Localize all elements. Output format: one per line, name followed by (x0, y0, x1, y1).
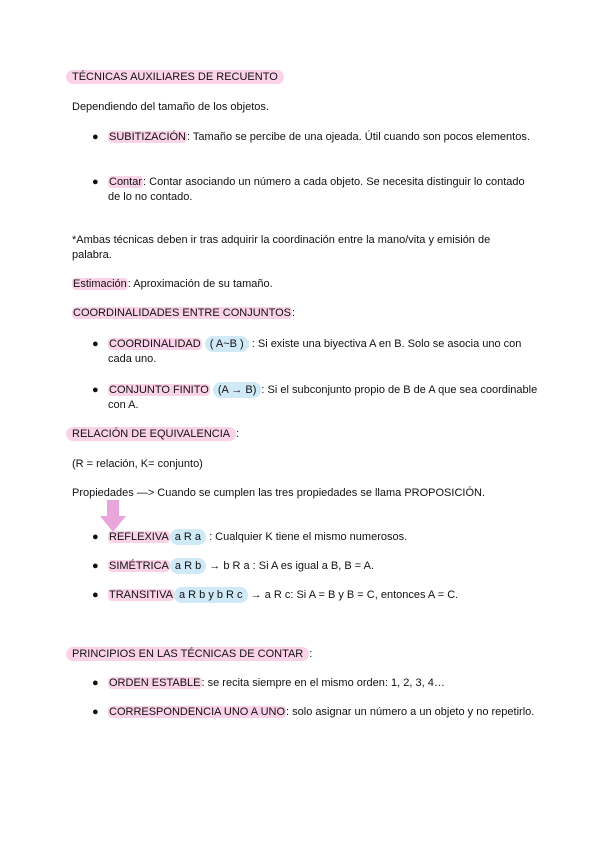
symbol-highlight: a R a (170, 529, 206, 545)
item-text: : Tamaño se percibe de una ojeada. Útil cuando son pocos elementos. (187, 131, 530, 143)
section-title-principios (72, 647, 312, 662)
list-item-simetrica (108, 559, 538, 574)
bullet-icon: ● (92, 677, 99, 689)
list-item-subitizacion (108, 130, 538, 145)
title-highlight: PRINCIPIOS EN LAS TÉCNICAS DE CONTAR (66, 647, 309, 661)
term-highlight: Estimación (73, 278, 127, 290)
bullet-icon: ● (92, 560, 99, 572)
bullet-icon: ● (92, 131, 99, 143)
term-highlight: ORDEN ESTABLE (109, 677, 201, 689)
bullet-icon: ● (92, 589, 99, 601)
properties-text: Propiedades —> Cuando se cumplen las tres propiedades se llama PROPOSICIÓN. (72, 487, 486, 499)
estimation-text: : Aproximación de su tamaño. (127, 278, 273, 290)
symbol-highlight: ( A~B ) (205, 336, 249, 352)
title-highlight: RELACIÓN DE EQUIVALENCIA (66, 427, 236, 441)
list-item-transitiva (108, 588, 538, 603)
section-title-equivalencia (72, 427, 239, 442)
bullet-icon: ● (92, 338, 99, 350)
list-item-correspondencia (108, 705, 538, 720)
term-highlight: SIMÉTRICA (109, 560, 169, 572)
term-highlight: COORDINALIDAD (109, 338, 201, 350)
title-suffix: : (292, 307, 296, 319)
item-text: : Si el subconjunto propio de B de A que sea coordinable con A. (108, 384, 538, 411)
symbol-highlight: a R b y b R c (174, 587, 248, 603)
list-item-conjunto-finito (108, 383, 538, 413)
note-text: *Ambas técnicas deben ir tras adquirir la coordinación entre la mano/vita y emisión de palabra. (72, 234, 491, 261)
estimation-line (72, 277, 273, 292)
title-suffix: : (236, 428, 240, 440)
term-highlight: Contar (109, 176, 143, 188)
term-highlight: CONJUNTO FINITO (109, 384, 209, 396)
bullet-icon: ● (92, 531, 99, 543)
intro-text: Dependiendo del tamaño de los objetos. (72, 101, 269, 113)
bullet-icon: ● (92, 706, 99, 718)
bullet-icon: ● (92, 384, 99, 396)
symbol-highlight: (A → B) (213, 382, 262, 398)
item-text: → b R a : Si A es igual a B, B = A. (206, 560, 375, 572)
item-text: : solo asignar un número a un objeto y no repetirlo. (286, 706, 535, 718)
title-highlight: TÉCNICAS AUXILIARES DE RECUENTO (66, 70, 284, 84)
list-item-reflexiva (108, 530, 538, 545)
term-highlight: SUBITIZACIÓN (109, 131, 187, 143)
item-text: → a R c: Si A = B y B = C, entonces A = C. (247, 589, 459, 601)
list-item-coordinalidad (108, 337, 538, 367)
bullet-icon: ● (92, 176, 99, 188)
title-suffix: : (309, 648, 313, 660)
symbol-highlight: a R b (170, 558, 206, 574)
title-highlight: COORDINALIDADES ENTRE CONJUNTOS (73, 307, 291, 319)
section-title-coordinalidades (72, 306, 295, 321)
section-title-recuento (72, 70, 284, 85)
legend-text: (R = relación, K= conjunto) (72, 458, 203, 470)
term-highlight: TRANSITIVA (109, 589, 173, 601)
down-arrow-icon (100, 500, 126, 534)
item-text: : Si existe una biyectiva A en B. Solo se asocia uno con cada uno. (108, 338, 522, 365)
item-text: : se recita siempre en el mismo orden: 1, 2, 3, 4… (201, 677, 445, 689)
item-text: : Cualquier K tiene el mismo numerosos. (206, 531, 408, 543)
list-item-orden-estable (108, 676, 538, 691)
term-highlight: REFLEXIVA (109, 531, 169, 543)
item-text: : Contar asociando un número a cada objeto. Se necesita distinguir lo contado de lo no contado. (108, 176, 525, 203)
list-item-contar (108, 175, 538, 205)
term-highlight: CORRESPONDENCIA UNO A UNO (109, 706, 286, 718)
